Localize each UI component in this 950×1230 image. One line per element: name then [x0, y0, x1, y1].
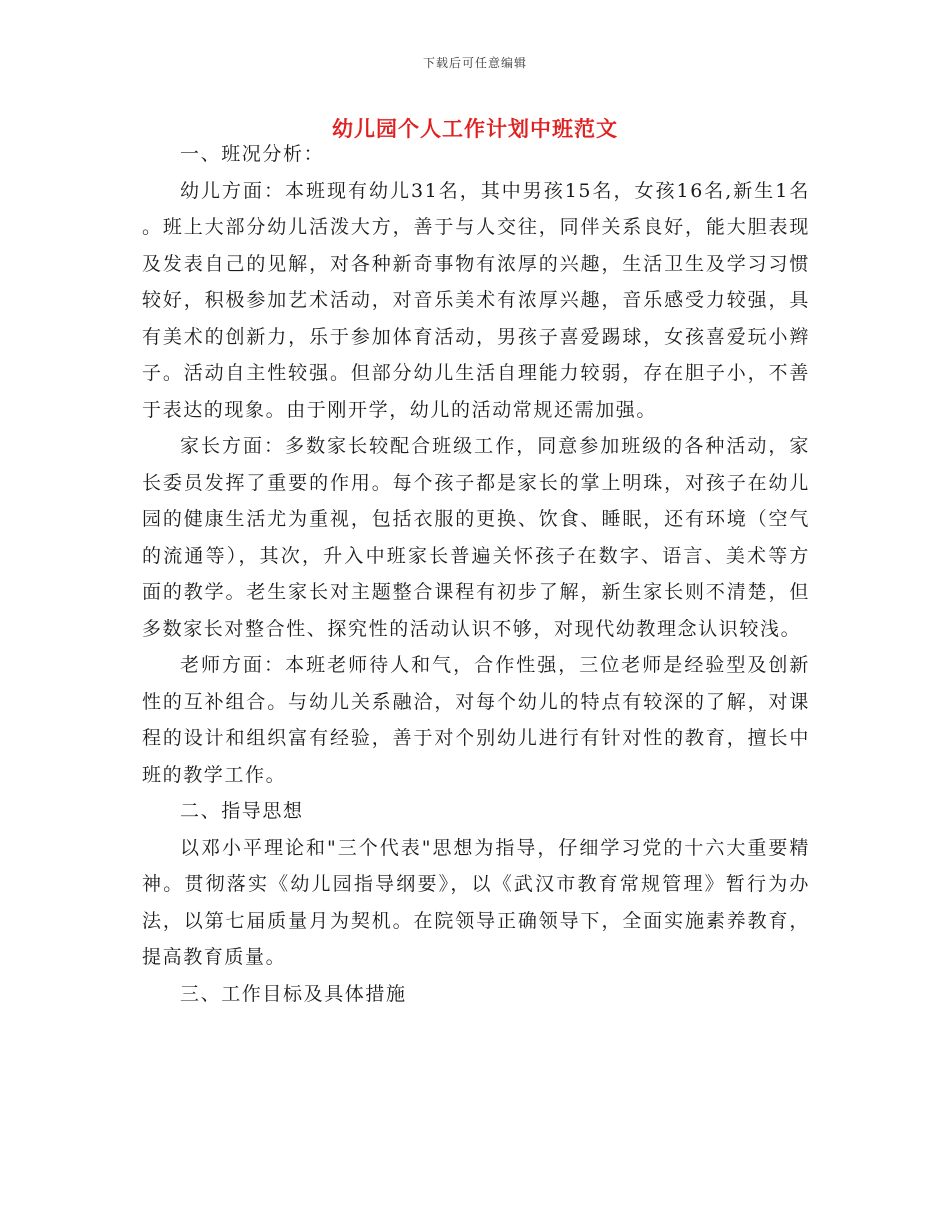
page-header-note: 下载后可任意编辑	[422, 56, 527, 70]
paragraph-guiding-ideology: 以邓小平理论和"三个代表"思想为指导，仔细学习党的十六大重要精神。贯彻落实《幼儿园指导纲要》，以《武汉市教育常规管理》暂行为办法，以第七届质量月为契机。在院领导正确领导下，全面实施素养教育，提高教育质量。	[142, 836, 810, 968]
section-heading-goals-measures: 三、工作目标及具体措施	[180, 982, 407, 1005]
paragraph-teachers: 老师方面：本班老师待人和气，合作性强，三位老师是经验型及创新性的互补组合。与幼儿关系融洽，对每个幼儿的特点有较深的了解，对课程的设计和组织富有经验，善于对个别幼儿进行有针对性的教育，擅长中班的教学工作。	[142, 654, 810, 786]
document-body	[142, 136, 810, 1012]
section-heading-guiding-ideology: 二、指导思想	[180, 800, 304, 822]
paragraph-parents: 家长方面：多数家长较配合班级工作，同意参加班级的各种活动，家长委员发挥了重要的作用。每个孩子都是家长的掌上明珠，对孩子在幼儿园的健康生活尤为重视，包括衣服的更换、饮食、睡眠，还有环境（空气的流通等），其次，升入中班家长普遍关怀孩子在数字、语言、美术等方面的教学。老生家长对主题整合课程有初步了解，新生家长则不清楚，但多数家长对整合性、探究性的活动认识不够，对现代幼教理念认识较浅。	[142, 435, 810, 640]
section-heading-class-analysis: 一、班况分析：	[180, 143, 325, 165]
paragraph-children: 幼儿方面：本班现有幼儿31名，其中男孩15名，女孩16名,新生1名 。班上大部分幼儿活泼大方，善于与人交往，同伴关系良好，能大胆表现及发表自己的见解，对各种新奇事物有浓厚的兴趣，生活卫生及学习习惯较好，积极参加艺术活动，对音乐美术有浓厚兴趣，音乐感受力较强，具有美术的创新力，乐于参加体育活动，男孩子喜爱踢球，女孩喜爱玩小辫子。活动自主性较强。但部分幼儿生活自理能力较弱，存在胆子小，不善于表达的现象。由于刚开学，幼儿的活动常规还需加强。	[142, 179, 810, 421]
document-title: 幼儿园个人工作计划中班范文	[332, 116, 618, 141]
